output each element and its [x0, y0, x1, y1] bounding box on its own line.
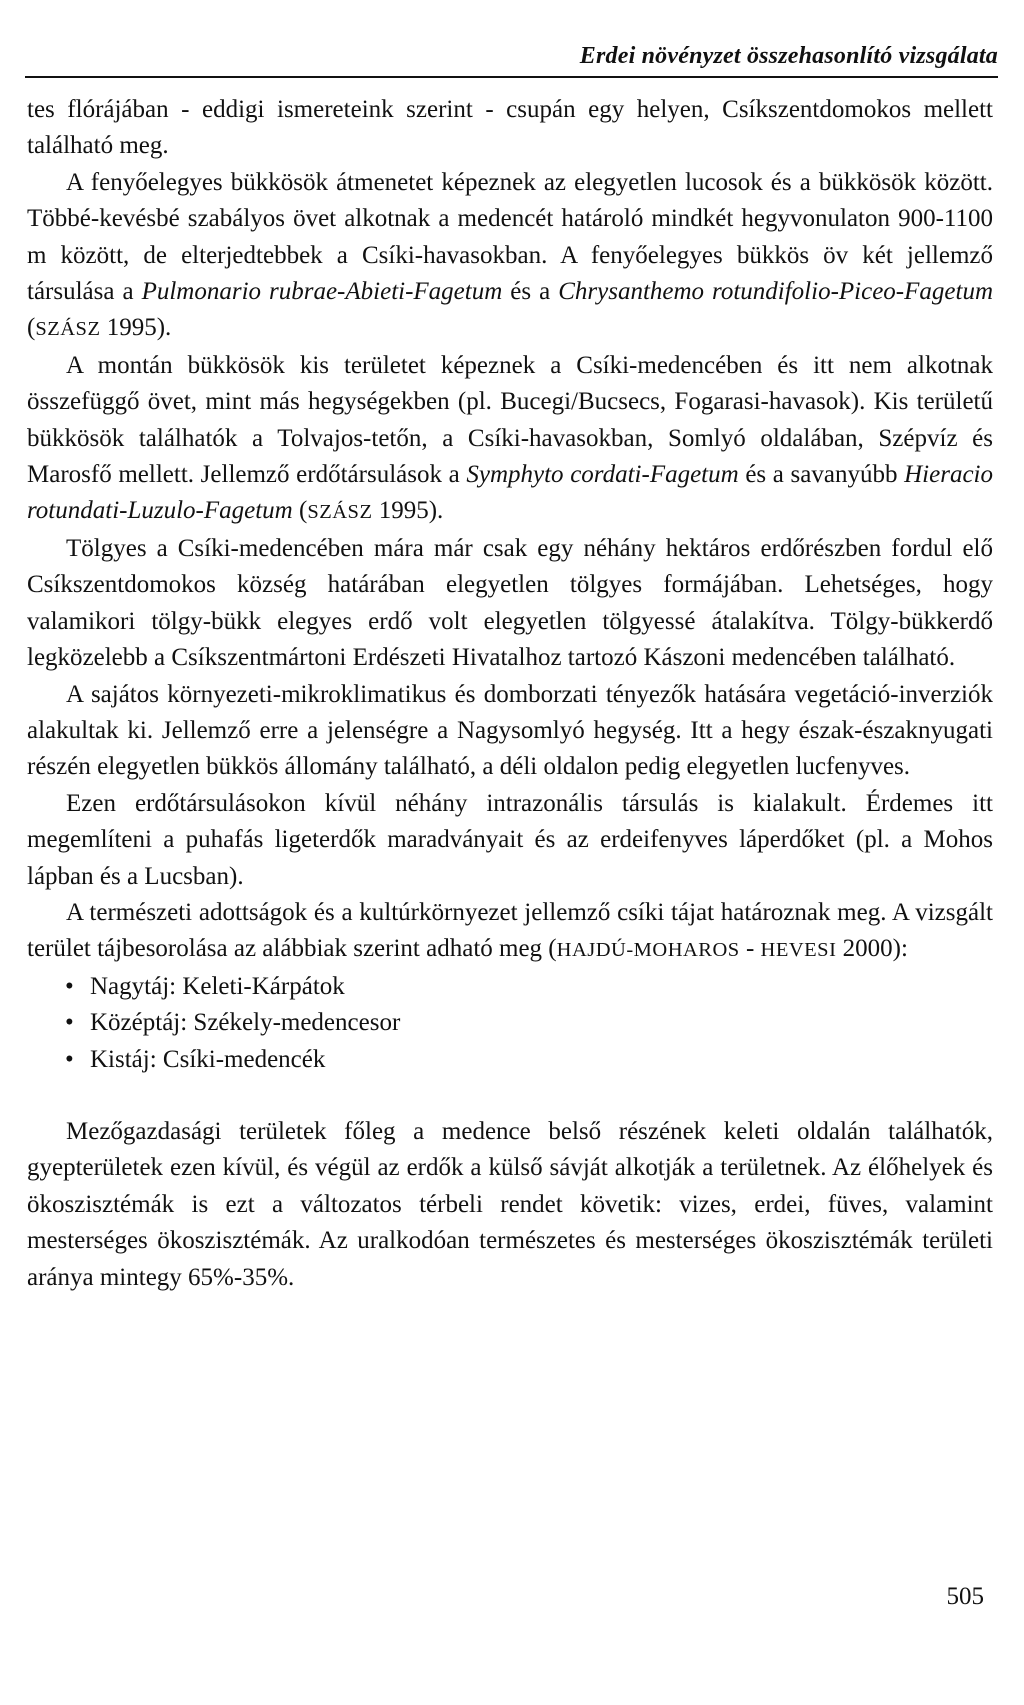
- paragraph-4: Tölgyes a Csíki-medencében mára már csak egy néhány hektáros erdőrészben fordul elő Csíkszentdomokos község határában elegyetlen tölgyes formájában. Lehetséges, hogy valamikori tölgy-bükk elegyes erdő volt elegyetlen tölgyessé átalakítva. Tölgy-bükkerdő legközelebb a Csíkszentmártoni Erdészeti Hivatalhoz tartozó Kászoni medencében található.: [27, 534, 993, 672]
- list-item-text: Középtáj: Székely-medencesor: [90, 1009, 401, 1037]
- list-item-text: Nagytáj: Keleti-Kárpátok: [90, 972, 345, 1000]
- citation-author: HAJDÚ-MOHAROS: [556, 939, 740, 962]
- species-pulmonario: Pulmonario rubrae-Abieti-Fagetum: [141, 278, 503, 306]
- list-item: [27, 1005, 993, 1041]
- paragraph-7: [27, 895, 993, 969]
- paragraph-6: Ezen erdőtársulásokon kívül néhány intrazonális társulás is kialakult. Érdemes itt megemlíteni a puhafás ligeterdők maradványait és az erdeifenyves láperdőket (pl. a Mohos lápban és a Lucsban).: [27, 789, 993, 890]
- citation-author: SZÁSZ: [307, 501, 373, 524]
- section-spacer: [27, 1078, 993, 1114]
- body-text: [27, 92, 993, 1296]
- species-hieracio: Hieracio rotundati-Luzulo-Fagetum: [27, 461, 993, 525]
- bullet-icon: •: [65, 1009, 74, 1037]
- paragraph-2-text-b: és a: [502, 278, 559, 306]
- list-item-text: Kistáj: Csíki-medencék: [90, 1045, 326, 1073]
- paragraph-2: [27, 165, 993, 348]
- paragraph-3-text-a: A montán bükkösök kis területet képeznek a Csíki-medencében és itt nem alkotnak összefüggő övet, mint más hegységekben (pl. Bucegi/Bucsecs, Fogarasi-havasok). Kis területű bükkösök találhatók a Tolvajos-tetőn, a Csíki-havasokban, Somlyó oldalában, Szépvíz és Marosfő mellett. Jellemző erdőtársulások a: [27, 351, 993, 489]
- list-item: [27, 1042, 993, 1078]
- landscape-classification-list: [27, 969, 993, 1078]
- paragraph-5: A sajátos környezeti-mikroklimatikus és domborzati tényezők hatására vegetáció-inverziók alakultak ki. Jellemző erre a jelenségre a Nagysomlyó hegység. Itt a hegy észak-északnyugati részén elegyetlen bükkös állomány található, a déli oldalon pedig elegyetlen lucfenyves.: [27, 680, 993, 781]
- page-number: 505: [946, 1583, 984, 1610]
- bullet-icon: •: [65, 1045, 74, 1073]
- citation-author: SZÁSZ: [35, 318, 101, 341]
- paragraph-3-text-b: és a savanyúbb: [738, 461, 905, 489]
- bullet-icon: •: [65, 972, 74, 1000]
- paragraph-2-text-a: A fenyőelegyes bükkösök átmenetet képeznek az elegyetlen lucosok és a bükkösök között. Többé-kevésbé szabályos övet alkotnak a medencét határoló mindkét hegyvonulaton 900-1100 m között, de elterjedtebbek a Csíki-havasokban. A fenyőelegyes bükkös öv két jellemző társulása a: [27, 168, 993, 306]
- header-rule: [25, 76, 998, 78]
- paragraph-2-text-d: 1995).: [100, 314, 172, 342]
- running-header: Erdei növényzet összehasonlító vizsgálata: [579, 43, 998, 69]
- paragraph-3-text-d: 1995).: [372, 497, 444, 525]
- citation-author: HEVESI: [760, 939, 837, 962]
- paragraph-1: tes flórájában - eddigi ismereteink szerint - csupán egy helyen, Csíkszentdomokos mellett található meg.: [27, 96, 993, 160]
- species-symphyto: Symphyto cordati-Fagetum: [466, 461, 739, 489]
- paragraph-3: [27, 348, 993, 531]
- species-chrysanthemo: Chrysanthemo rotundifolio-Piceo-Fagetum: [558, 278, 993, 306]
- paragraph-7-text-a: A természeti adottságok és a kultúrkörnyezet jellemző csíki tájat határoznak meg. A vizsgált terület tájbesorolása az alábbiak szerint adható meg (: [27, 898, 993, 963]
- paragraph-7-text-c: 2000):: [836, 935, 908, 963]
- paragraph-7-text-b: -: [739, 935, 761, 963]
- list-item: [27, 969, 993, 1005]
- paragraph-2-text-c: (: [27, 314, 36, 342]
- paragraph-8: Mezőgazdasági területek főleg a medence belső részének keleti oldalán találhatók, gyepterületek ezen kívül, és végül az erdők a külső sávját alkotják a területnek. Az élőhelyek és ökoszisztémák is ezt a változatos térbeli rendet követik: vizes, erdei, füves, valamint mesterséges ökoszisztémák. Az uralkodóan természetes és mesterséges ökoszisztémák területi aránya mintegy 65%-35%.: [27, 1117, 993, 1291]
- paragraph-3-text-c: (: [292, 497, 308, 525]
